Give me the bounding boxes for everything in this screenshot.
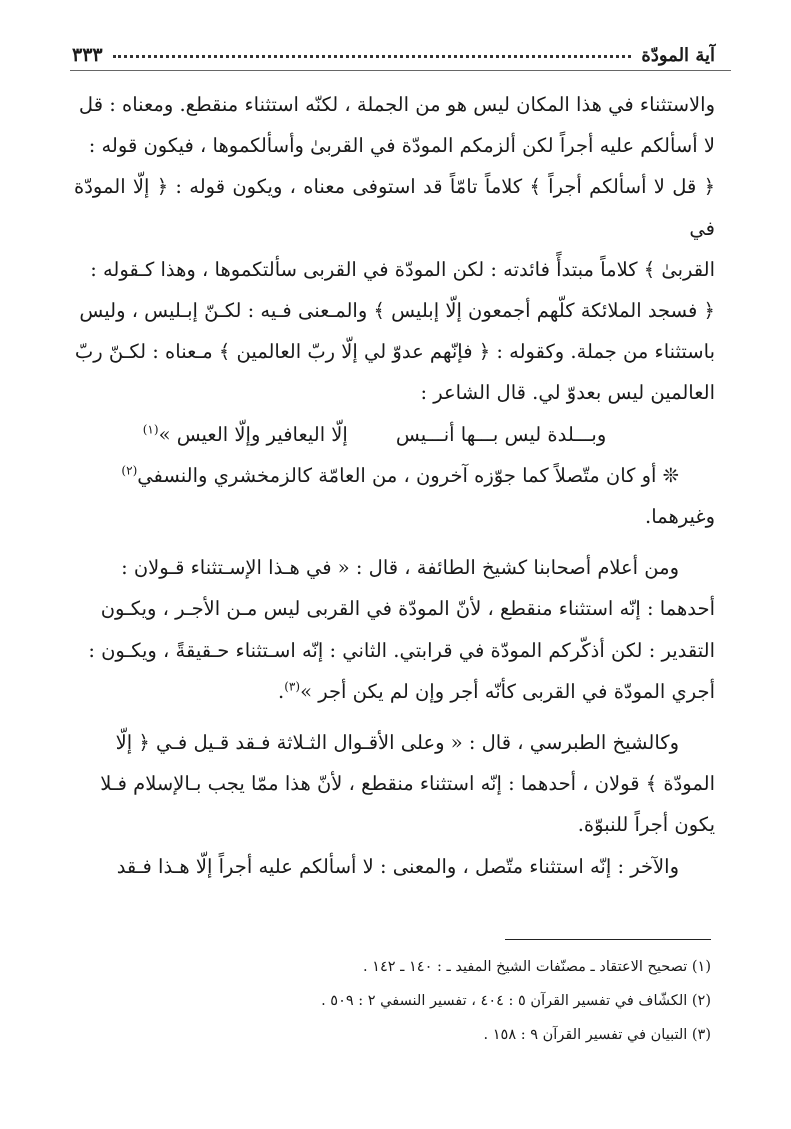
header-dot-leader xyxy=(113,55,632,58)
text-line: التقدير : لكن أذكّركم المودّة في قرابتي. الثاني : إنّه اسـتثناء حـقيقةً ، ويكـون : xyxy=(88,638,715,662)
paragraph-line: ومن أعلام أصحابنا كشيخ الطائفة ، قال : « في هـذا الإسـتثناء قـولان : xyxy=(121,556,679,580)
text-line: أجري المودّة في القربى كأنّه أجر وإن لم يكن أجر »$^{(٣)}$. xyxy=(278,679,715,703)
text-line: أحدهما : إنّه استثناء منقطع ، لأنّ المودّة في القربى ليس مـن الأجـر ، ويكـون xyxy=(100,597,715,621)
text-line: ﴿ قل لا أسألكم أجراً ﴾ كلاماً تامّاً قد استوفى معناه ، ويكون قوله : ﴿ إلّا المودّة في xyxy=(74,175,715,240)
main-text xyxy=(74,84,715,887)
poetry-verse xyxy=(74,414,715,455)
footnote-1: (١) تصحيح الاعتقاد ـ مصنّفات الشيخ المفيد ـ : ١٤٠ ـ ١٤٢ . xyxy=(362,959,711,975)
footnote-marker: (٣) xyxy=(284,679,301,694)
text-line: ﴿ فسجد الملائكة كلّهم أجمعون إلّا إبليس ﴾ والمـعنى فـيه : لكـنّ إبـليس ، وليس xyxy=(79,299,715,323)
page-number: ٣٣٣ xyxy=(72,44,103,66)
footnote-marker: (٢) xyxy=(121,463,138,478)
text-line: العالمين ليس بعدوّ لي. قال الشاعر : xyxy=(420,381,715,405)
footnote-2: (٢) الكشّاف في تفسير القرآن ٥ : ٤٠٤ ، تفسير النسفي ٢ : ٥٠٩ . xyxy=(321,993,711,1009)
verse-hemistich-2: إلّا اليعافير وإلّا العيس »$^{(١)}$ xyxy=(142,422,348,446)
header-rule xyxy=(70,70,731,71)
text-line: وغيرهما. xyxy=(645,505,715,529)
footnote-separator xyxy=(505,939,711,940)
footnotes xyxy=(80,950,711,1052)
text-line: باستثناء من جملة. وكقوله : ﴿ فإنّهم عدوّ لي إلّا ربّ العالمين ﴾ مـعناه : لكـنّ ربّ xyxy=(74,340,715,364)
footnote-3: (٣) التبيان في تفسير القرآن ٩ : ١٥٨ . xyxy=(483,1027,711,1043)
paragraph-line: والآخر : إنّه استثناء متّصل ، والمعنى : لا أسألكم عليه أجراً إلّا هـذا فـقد xyxy=(116,854,679,878)
footnote-marker: (١) xyxy=(142,422,159,437)
text-line: المودّة ﴾ قولان ، أحدهما : إنّه استثناء منقطع ، لأنّ هذا ممّا يجب بـالإسلام فـلا xyxy=(100,772,715,796)
text-line: والاستثناء في هذا المكان ليس هو من الجملة ، لكنّه استثناء منقطع. ومعناه : قل xyxy=(78,93,715,116)
paragraph-line: وكالشيخ الطبرسي ، قال : « وعلى الأقـوال الثـلاثة فـقد قـيل فـي ﴿ إلّا xyxy=(115,731,679,755)
chapter-title: آية المودّة xyxy=(641,45,715,66)
paragraph-line: ❊ أو كان متّصلاً كما جوّزه آخرون ، من العامّة كالزمخشري والنسفي$^{(٢)}$ xyxy=(121,463,679,487)
text-line: القربىٰ ﴾ كلاماً مبتدأً فائدته : لكن المودّة في القربى سألتكموها ، وهذا كـقوله : xyxy=(90,257,715,281)
verse-hemistich-1: وبـــلدة ليس بـــها أنـــيس xyxy=(395,422,607,446)
running-header xyxy=(72,30,715,66)
text-line: يكون أجراً للنبوّة. xyxy=(577,813,715,837)
text-line: لا أسألكم عليه أجراً لكن ألزمكم المودّة في القربىٰ وأسألكموها ، فيكون قوله : xyxy=(88,134,715,158)
